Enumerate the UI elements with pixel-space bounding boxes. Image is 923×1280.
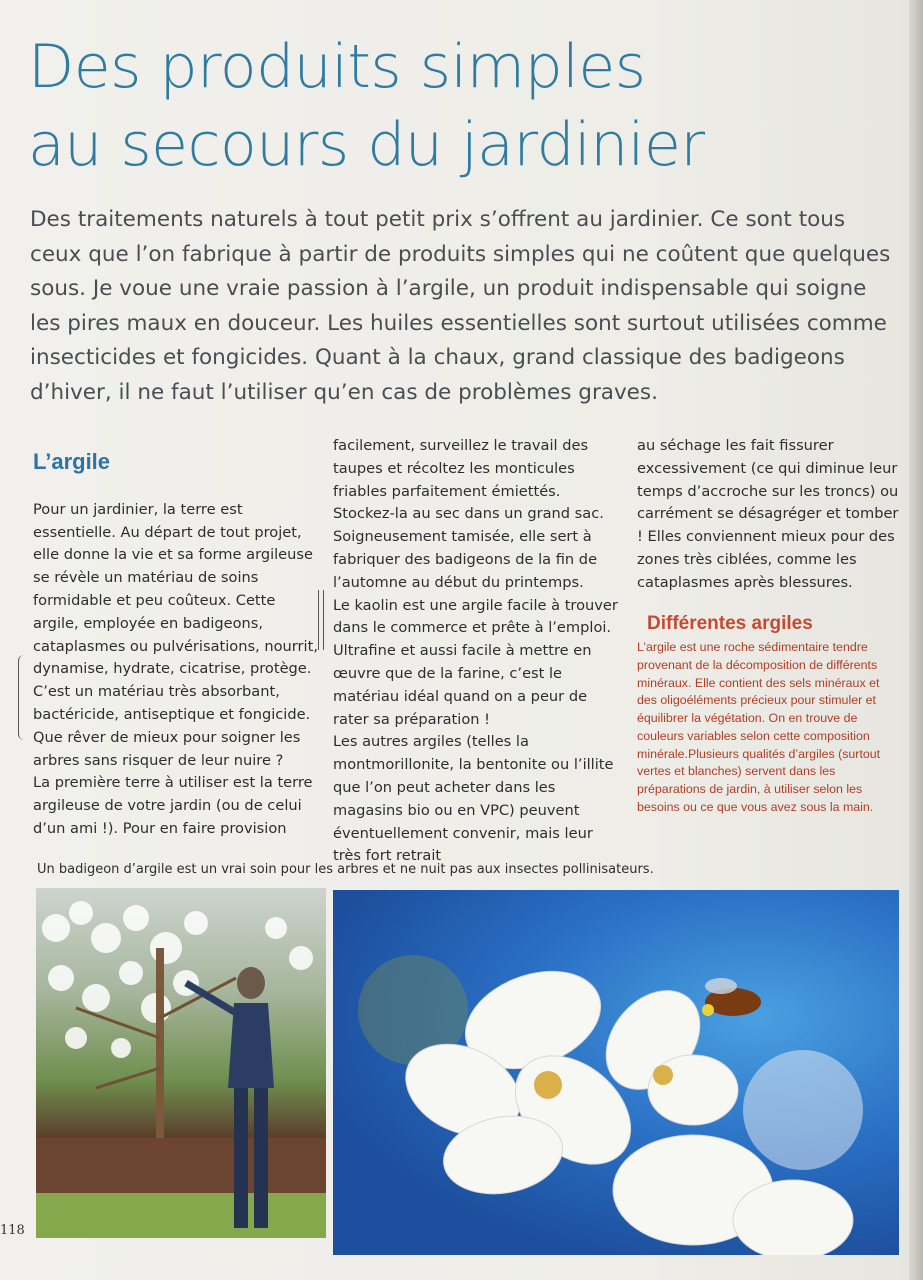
photo-caption: Un badigeon d’argile est un vrai soin pour les arbres et ne nuit pas aux insectes pollinisateurs. — [37, 862, 654, 877]
text-column-2 — [333, 435, 618, 868]
col2-paragraph-1: facilement, surveillez le travail des taupes et récoltez les monticules friables parfaitement émiettés. Stockez-la au sec dans un grand sac. Soigneusement tamisée, elle sert à fabriquer des badigeons de la fin de l’automne au début du printemps. — [333, 437, 604, 591]
col2-paragraph-3: Les autres argiles (telles la montmorillonite, la bentonite ou l’illite que l’on peut acheter dans les magasins bio ou en VPC) peuvent éventuellement convenir, mais leur très fort retrait — [333, 733, 614, 865]
pencil-column-mark — [318, 590, 324, 650]
box-text: L’argile est une roche sédimentaire tendre provenant de la décomposition de différents minéraux. Elle contient des sels minéraux et des oligoéléments précieux pour stimuler et équilibrer la végétation. On en trouve de couleurs variables selon cette composition minérale.Plusieurs qualités d’argiles (surtout vertes et blanches) servent dans les préparations de jardin, à utiliser selon les besoins ou ce que vous avez sous la main. — [637, 640, 881, 814]
intro-paragraph: Des traitements naturels à tout petit prix s’offrent au jardinier. Ce sont tous ceux que l’on fabrique à partir de produits simples qui ne coûtent que quelques sous. Je voue une vraie passion à l’argile, un produit indispensable qui soigne les pires maux en douceur. Les huiles essentielles sont surtout utilisées comme insecticides et fongicides. Quant à la chaux, grand classique des badigeons d’hiver, il ne faut l’utiliser qu’en cas de problèmes graves. — [30, 207, 891, 405]
photo-gardener-orchard — [36, 888, 326, 1238]
photo-apple-blossom-bee — [333, 890, 899, 1255]
section-heading: L’argile — [33, 449, 111, 474]
text-column-3 — [637, 435, 899, 816]
bee-icon — [702, 978, 761, 1016]
title-line-2: au secours du jardinier — [28, 110, 705, 180]
orchard-illustration — [36, 888, 326, 1238]
col1-paragraph-1: Pour un jardinier, la terre est essentielle. Au départ de tout projet, elle donne la vie et sa forme argileuse se révèle un matériau de soins formidable et peu coûteux. Cette argile, employée en badigeons, cataplasmes ou pulvérisations, nourrit, dynamise, hydrate, cicatrise, protège. C’est un matériau très absorbant, bactéricide, antiseptique et fongicide. Que rêver de mieux pour soigner les arbres sans risquer de leur nuire ? — [33, 500, 318, 769]
col1-paragraph-2: La première terre à utiliser est la terre argileuse de votre jardin (ou de celui d’un ami !). Pour en faire provision — [33, 774, 313, 837]
col2-paragraph-2: Le kaolin est une argile facile à trouver dans le commerce et prête à l’emploi. Ultrafine et aussi facile à mettre en œuvre que de la farine, c’est le matériau idéal quand on a peur de rater sa préparation ! — [333, 596, 618, 728]
page-number: 118 — [0, 1223, 25, 1238]
pencil-margin-mark — [18, 655, 24, 740]
book-spine — [909, 0, 923, 1280]
col3-paragraph-1: au séchage les fait fissurer excessivement (ce qui diminue leur temps d’accroche sur les troncs) ou carrément se désagréger et tomber ! Elles conviennent mieux pour des zones très ciblées, comme les cataplasmes après blessures. — [637, 437, 899, 591]
blossom-illustration — [333, 890, 899, 1255]
page-title — [28, 28, 888, 184]
sidebar-box — [637, 613, 899, 817]
title-line-1: Des produits simples — [28, 32, 646, 102]
text-column-1 — [33, 435, 318, 841]
box-heading: Différentes argiles — [647, 612, 813, 634]
